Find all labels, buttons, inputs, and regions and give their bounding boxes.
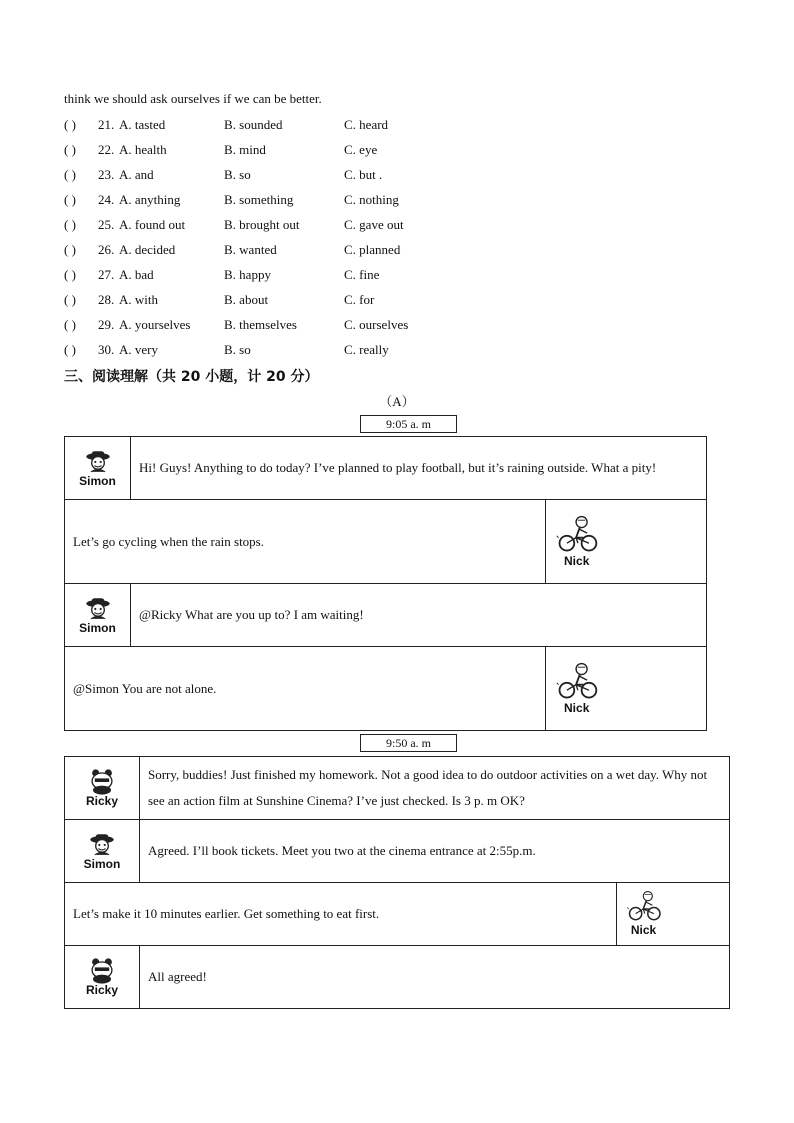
nick-avatar [545, 647, 706, 731]
avatar-name: Ricky [85, 794, 119, 808]
simon-avatar [65, 584, 131, 647]
option-b: B. so [224, 342, 251, 357]
option-b: B. wanted [224, 242, 277, 257]
option-a: A. bad [119, 267, 154, 282]
nick-avatar [616, 883, 730, 946]
question-row [64, 192, 664, 212]
chat-message: Hi! Guys! Anything to do today? I’ve planned to play football, but it’s raining outside. What a pity! [131, 437, 707, 500]
chat-table-1 [64, 436, 707, 731]
question-row [64, 292, 664, 312]
chat-table-2 [64, 756, 730, 1009]
option-a: A. yourselves [119, 317, 191, 332]
answer-blank[interactable]: ( ) [64, 192, 76, 207]
question-row [64, 167, 664, 187]
option-b: B. brought out [224, 217, 300, 232]
nick-cycling-icon [625, 890, 663, 922]
question-number: 21. [98, 117, 115, 132]
option-a: A. found out [119, 217, 186, 232]
option-a: A. and [119, 167, 154, 182]
option-a: A. anything [119, 192, 181, 207]
simon-avatar [65, 437, 131, 500]
question-number: 24. [98, 192, 115, 207]
chat-message: Let’s go cycling when the rain stops. [65, 500, 546, 584]
simon-icon [84, 831, 120, 859]
ricky-icon [84, 957, 120, 985]
question-number: 30. [98, 342, 115, 357]
option-c: C. gave out [344, 217, 404, 232]
answer-blank[interactable]: ( ) [64, 292, 76, 307]
answer-blank[interactable]: ( ) [64, 267, 76, 282]
question-row [64, 267, 664, 287]
option-a: A. tasted [119, 117, 166, 132]
question-number: 22. [98, 142, 115, 157]
option-c: C. fine [344, 267, 380, 282]
answer-blank[interactable]: ( ) [64, 167, 76, 182]
answer-blank[interactable]: ( ) [64, 217, 76, 232]
question-row [64, 317, 664, 337]
question-row [64, 242, 664, 262]
intro-line: think we should ask ourselves if we can be better. [64, 91, 322, 106]
option-c: C. heard [344, 117, 389, 132]
nick-cycling-icon [554, 515, 600, 553]
nick-avatar [545, 500, 706, 584]
option-c: C. nothing [344, 192, 399, 207]
option-c: C. really [344, 342, 389, 357]
chat-message: Let’s make it 10 minutes earlier. Get something to eat first. [65, 883, 617, 946]
ricky-avatar [65, 946, 140, 1009]
question-row [64, 342, 664, 362]
avatar-name: Ricky [85, 983, 119, 997]
chat-message: All agreed! [140, 946, 730, 1009]
option-c: C. for [344, 292, 375, 307]
question-number: 27. [98, 267, 115, 282]
simon-icon [80, 595, 116, 623]
answer-blank[interactable]: ( ) [64, 117, 76, 132]
avatar-name: Simon [83, 857, 121, 871]
timestamp-2: 9:50 a. m [360, 734, 457, 752]
option-b: B. something [224, 192, 294, 207]
question-row [64, 117, 664, 137]
option-b: B. sounded [224, 117, 283, 132]
option-b: B. themselves [224, 317, 297, 332]
option-c: C. eye [344, 142, 378, 157]
question-number: 26. [98, 242, 115, 257]
option-c: C. but . [344, 167, 383, 182]
avatar-name: Nick [564, 553, 590, 568]
simon-icon [80, 448, 116, 476]
option-b: B. about [224, 292, 269, 307]
option-c: C. planned [344, 242, 401, 257]
avatar-name: Simon [79, 474, 116, 488]
option-b: B. mind [224, 142, 266, 157]
question-number: 23. [98, 167, 115, 182]
nick-cycling-icon [554, 662, 600, 700]
answer-blank[interactable]: ( ) [64, 142, 76, 157]
answer-blank[interactable]: ( ) [64, 242, 76, 257]
question-row [64, 217, 664, 237]
avatar-name: Simon [79, 621, 116, 635]
avatar-name: Nick [564, 700, 590, 715]
option-c: C. ourselves [344, 317, 409, 332]
question-number: 29. [98, 317, 115, 332]
chat-message: @Simon You are not alone. [65, 647, 546, 731]
answer-blank[interactable]: ( ) [64, 317, 76, 332]
ricky-avatar [65, 757, 140, 820]
answer-blank[interactable]: ( ) [64, 342, 76, 357]
option-a: A. decided [119, 242, 176, 257]
chat-message: Agreed. I’ll book tickets. Meet you two at the cinema entrance at 2:55p.m. [140, 820, 730, 883]
chat-message: @Ricky What are you up to? I am waiting! [131, 584, 707, 647]
question-number: 28. [98, 292, 115, 307]
simon-avatar [65, 820, 140, 883]
avatar-name: Nick [630, 923, 657, 937]
option-b: B. so [224, 167, 251, 182]
ricky-icon [84, 768, 120, 796]
passage-label: （A） [379, 394, 415, 409]
question-row [64, 142, 664, 162]
option-b: B. happy [224, 267, 271, 282]
option-a: A. very [119, 342, 158, 357]
chat-message: Sorry, buddies! Just finished my homework. Not a good idea to do outdoor activities on a wet day. Why not see an action film at Sunshine Cinema? I’ve just checked. Is 3 p. m OK? [140, 757, 730, 820]
timestamp-1: 9:05 a. m [360, 415, 457, 433]
section-heading: 三、阅读理解（共 20 小题，计 20 分） [64, 369, 319, 385]
question-number: 25. [98, 217, 115, 232]
option-a: A. with [119, 292, 158, 307]
option-a: A. health [119, 142, 167, 157]
